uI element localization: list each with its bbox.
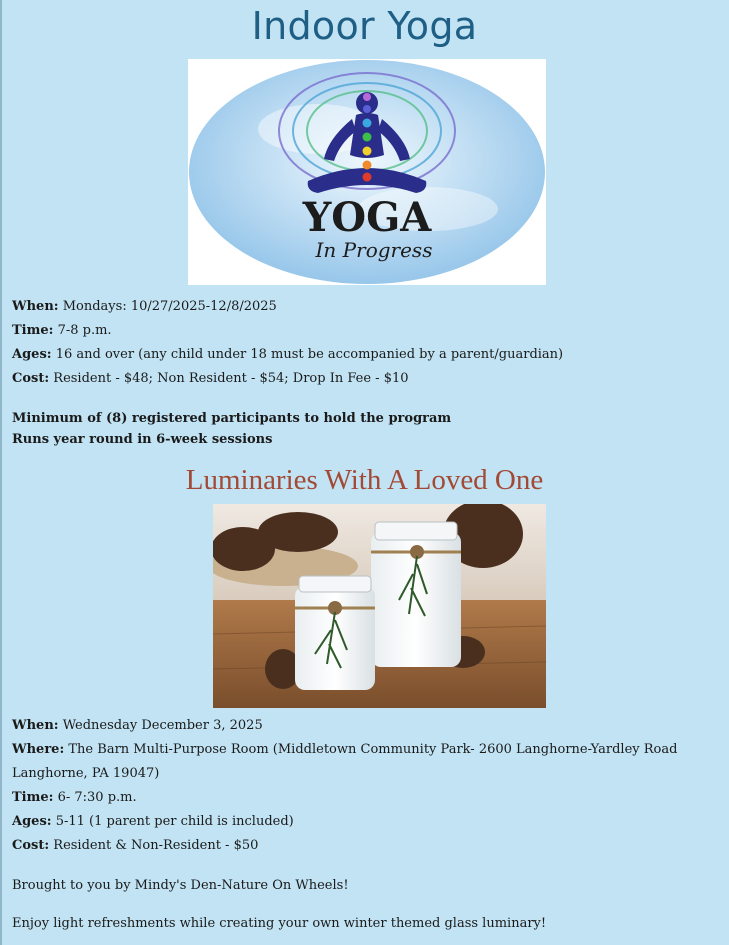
yoga-image-heading: YOGA xyxy=(302,194,432,241)
yoga-cost: Resident - $48; Non Resident - $54; Drop In Fee - $10 xyxy=(53,371,409,386)
luminaries-ages-row: Ages: 5-11 (1 parent per child is included) xyxy=(12,814,294,829)
luminaries-where-line1: The Barn Multi-Purpose Room (Middletown Community Park- 2600 Langhorne-Yardley Road xyxy=(68,742,678,757)
luminaries-photo xyxy=(213,504,546,708)
yoga-time-row: Time: 7-8 p.m. xyxy=(12,323,112,338)
yoga-when-row: When: Mondays: 10/27/2025-12/8/2025 xyxy=(12,299,277,314)
yoga-title: Indoor Yoga xyxy=(251,4,478,48)
yoga-time: 7-8 p.m. xyxy=(57,323,112,338)
luminaries-ages: 5-11 (1 parent per child is included) xyxy=(55,814,294,829)
luminaries-cost-row: Cost: Resident & Non-Resident - $50 xyxy=(12,838,259,853)
yoga-ages-row: Ages: 16 and over (any child under 18 must be accompanied by a parent/guardian) xyxy=(12,347,564,362)
yoga-details xyxy=(12,295,717,391)
luminaries-where-line2: Langhorne, PA 19047) xyxy=(12,766,160,781)
yoga-when: Mondays: 10/27/2025-12/8/2025 xyxy=(62,299,277,314)
yoga-ages: 16 and over (any child under 18 must be accompanied by a parent/guardian) xyxy=(55,347,564,362)
yoga-in-progress-image xyxy=(188,59,546,285)
luminaries-when: Wednesday December 3, 2025 xyxy=(62,718,263,733)
yoga-minimum-note: Minimum of (8) registered participants to hold the program xyxy=(12,411,452,426)
luminaries-credit: Brought to you by Mindy's Den-Nature On Wheels! xyxy=(12,878,349,893)
luminaries-when-row: When: Wednesday December 3, 2025 xyxy=(12,718,263,733)
luminaries-tagline: Enjoy light refreshments while creating your own winter themed glass luminary! xyxy=(12,916,547,931)
luminaries-title: Luminaries With A Loved One xyxy=(185,464,544,496)
yoga-sessions-note: Runs year round in 6-week sessions xyxy=(12,432,273,447)
luminaries-cost: Resident & Non-Resident - $50 xyxy=(53,838,259,853)
yoga-image-subheading: In Progress xyxy=(315,238,433,262)
yoga-cost-row: Cost: Resident - $48; Non Resident - $54; Drop In Fee - $10 xyxy=(12,371,409,386)
yoga-notes xyxy=(12,408,717,450)
luminaries-time-row: Time: 6- 7:30 p.m. xyxy=(12,790,137,805)
luminaries-where-row: Where: The Barn Multi-Purpose Room (Middletown Community Park- 2600 Langhorne-Yardley Road xyxy=(12,742,678,757)
luminaries-time: 6- 7:30 p.m. xyxy=(57,790,137,805)
luminaries-details xyxy=(12,714,717,858)
